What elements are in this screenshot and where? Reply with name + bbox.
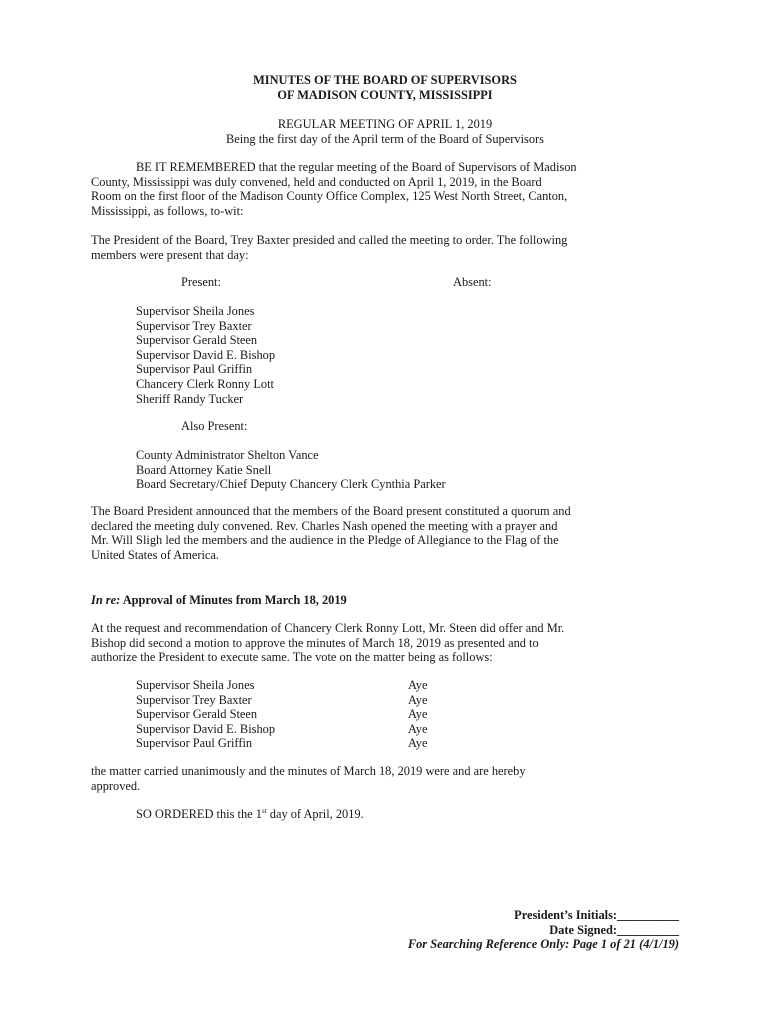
ordinal-suffix: st [261, 807, 267, 815]
vote-row [136, 693, 428, 708]
so-ordered-text: SO ORDERED this the 1 [136, 807, 262, 821]
also-present-label: Also Present: [181, 419, 248, 433]
so-ordered [136, 807, 364, 822]
list-item: Supervisor Gerald Steen [136, 333, 258, 348]
vote-row [136, 722, 428, 737]
presiding-paragraph [91, 233, 691, 262]
result-line: the matter carried unanimously and the minutes of March 18, 2019 were and are hereby [91, 764, 526, 778]
item-title: Approval of Minutes from March 18, 2019 [122, 593, 347, 607]
vote-name: Supervisor Gerald Steen [136, 707, 258, 722]
title-line-1: MINUTES OF THE BOARD OF SUPERVISORS [253, 73, 517, 87]
term-subtitle: Being the first day of the April term of the Board of Supervisors [226, 132, 544, 146]
vote-name: Supervisor Trey Baxter [136, 692, 252, 707]
vote-name: Supervisor David E. Bishop [136, 721, 276, 736]
vote-row [136, 736, 428, 751]
vote-value: Aye [408, 736, 428, 751]
quorum-line: Mr. Will Sligh led the members and the audience in the Pledge of Allegiance to the Flag of the [91, 533, 559, 548]
absent-label: Absent: [453, 275, 492, 289]
vote-table [136, 678, 428, 751]
vote-value: Aye [408, 678, 428, 692]
so-ordered-date: day of April, 2019. [266, 807, 364, 821]
intro-line: County, Mississippi was duly convened, held and conducted on April 1, 2019, in the Board [91, 174, 542, 189]
list-item: Board Secretary/Chief Deputy Chancery Clerk Cynthia Parker [136, 477, 446, 492]
list-item: Supervisor Trey Baxter [136, 318, 252, 333]
vote-value: Aye [408, 707, 428, 722]
intro-line: Mississippi, as follows, to-wit: [91, 203, 244, 218]
item-prefix: In re: [91, 593, 121, 607]
present-list [136, 304, 275, 406]
list-item: County Administrator Shelton Vance [136, 448, 319, 462]
president-initials: President’s Initials:__________ [514, 908, 679, 922]
motion-paragraph [91, 621, 691, 665]
presiding-line: members were present that day: [91, 247, 249, 262]
intro-line: Room on the first floor of the Madison County Office Complex, 125 West North Street, Canton, [91, 189, 568, 204]
vote-row [136, 678, 428, 693]
intro-line: BE IT REMEMBERED that the regular meeting of the Board of Supervisors of Madison [136, 160, 577, 174]
vote-value: Aye [408, 692, 428, 707]
intro-paragraph [91, 160, 691, 218]
list-item: Supervisor Paul Griffin [136, 362, 253, 377]
meeting-title: REGULAR MEETING OF APRIL 1, 2019 [277, 117, 493, 131]
quorum-paragraph [91, 504, 691, 562]
item-heading [91, 593, 347, 608]
date-signed: Date Signed:__________ [549, 923, 679, 937]
list-item: Board Attorney Katie Snell [136, 462, 272, 477]
motion-line: Bishop did second a motion to approve the minutes of March 18, 2019 as presented and to [91, 635, 539, 650]
motion-line: At the request and recommendation of Chancery Clerk Ronny Lott, Mr. Steen did offer and Mr. [91, 621, 565, 635]
quorum-line: The Board President announced that the members of the Board present constituted a quorum and [91, 504, 571, 518]
vote-name: Supervisor Paul Griffin [136, 736, 253, 751]
title-line-2: OF MADISON COUNTY, MISSISSIPPI [277, 88, 493, 102]
present-label: Present: [181, 275, 221, 289]
list-item: Chancery Clerk Ronny Lott [136, 376, 274, 391]
vote-name: Supervisor Sheila Jones [136, 678, 255, 692]
quorum-line: declared the meeting duly convened. Rev. Charles Nash opened the meeting with a prayer and [91, 518, 558, 533]
result-paragraph [91, 764, 691, 793]
vote-value: Aye [408, 721, 428, 736]
page-reference: For Searching Reference Only: Page 1 of 21 (4/1/19) [407, 937, 679, 951]
quorum-line: United States of America. [91, 547, 220, 562]
list-item: Supervisor David E. Bishop [136, 347, 276, 362]
motion-line: authorize the President to execute same. The vote on the matter being as follows: [91, 650, 493, 665]
vote-row [136, 707, 428, 722]
result-line: approved. [91, 778, 141, 793]
also-present-list [136, 448, 446, 492]
presiding-line: The President of the Board, Trey Baxter presided and called the meeting to order. The following [91, 233, 568, 247]
list-item: Sheriff Randy Tucker [136, 391, 244, 406]
list-item: Supervisor Sheila Jones [136, 304, 255, 318]
